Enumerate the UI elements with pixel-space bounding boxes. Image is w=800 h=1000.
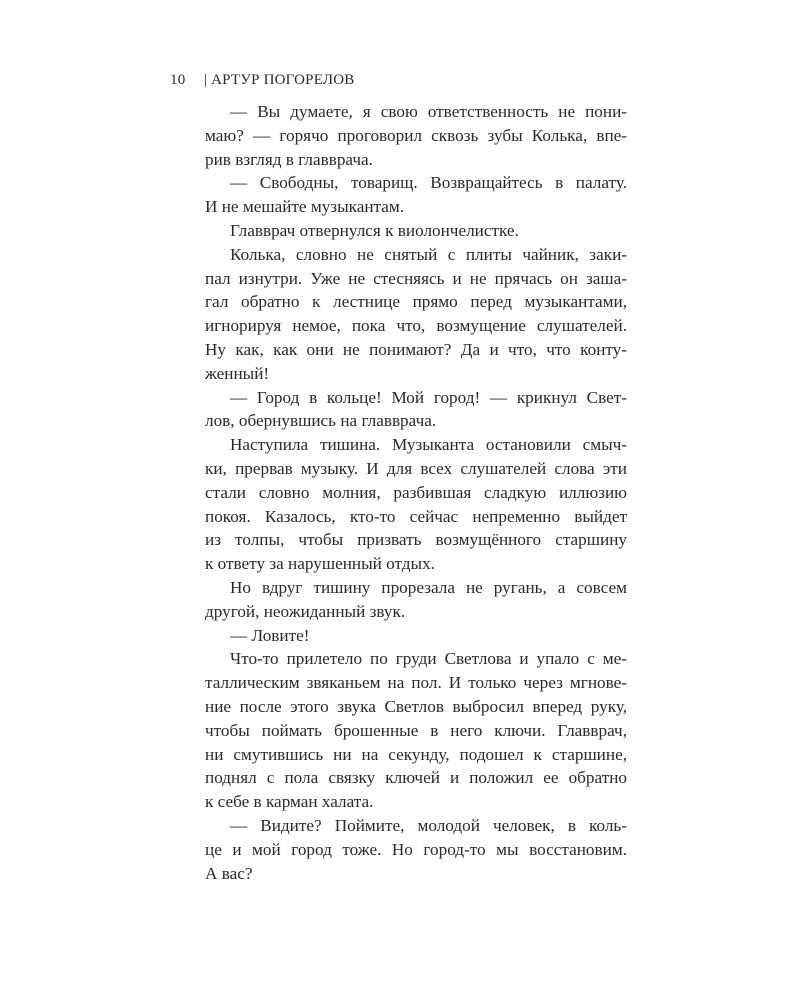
running-header [170,72,355,89]
text-line: — Видите? Поймите, молодой человек, в коль- [230,815,627,835]
page-number: 10 [170,72,186,88]
body-text [205,100,627,885]
text-line: рив взгляд в главврача. [205,149,373,169]
text-line: И не мешайте музыкантам. [205,197,405,217]
text-line: ние после этого звука Светлов выбросил вперед руку, [205,696,627,716]
text-line: ни смутившись ни на секунду, подошел к старшине, [205,744,627,764]
text-line: стали словно молния, разбившая сладкую иллюзию [205,482,627,502]
text-line: маю? — горячо проговорил сквозь зубы Колька, впе- [205,125,627,145]
text-line: другой, неожиданный звук. [205,601,406,621]
text-line: — Город в кольце! Мой город! — крикнул Свет- [230,387,627,407]
text-line: — Свободны, товарищ. Возвращайтесь в палату. [230,173,627,193]
text-line: из толпы, чтобы призвать возмущённого старшину [205,530,627,550]
text-line: Колька, словно не снятый с плиты чайник, заки- [230,244,627,264]
running-title: | АРТУР ПОГОРЕЛОВ [204,72,355,88]
text-line: к ответу за нарушенный отдых. [205,554,435,574]
text-line: женный! [205,363,270,383]
text-line: Наступила тишина. Музыканта остановили смыч- [230,435,627,455]
text-line: гал обратно к лестнице прямо перед музыкантами, [205,292,627,312]
text-line: ки, прервав музыку. И для всех слушателей слова эти [205,458,627,478]
text-line: пал изнутри. Уже не стесняясь и не прячась он заша- [205,268,627,288]
text-line: Но вдруг тишину прорезала не ругань, а совсем [230,577,627,597]
text-line: поднял с пола связку ключей и положил ее обратно [205,768,627,788]
text-line: Ну как, как они не понимают? Да и что, что конту- [205,339,627,359]
text-line: игнорируя немое, пока что, возмущение слушателей. [205,316,627,336]
text-line: таллическим звяканьем на пол. И только через мгнове- [205,673,627,693]
text-line: це и мой город тоже. Но город-то мы восстановим. [205,839,627,859]
text-line: — Вы думаете, я свою ответственность не пони- [230,102,627,121]
text-line: — Ловите! [230,625,310,645]
text-line: А вас? [205,863,253,883]
text-line: чтобы поймать брошенные в него ключи. Главврач, [205,720,627,740]
text-line: Что-то прилетело по груди Светлова и упало с ме- [230,649,627,669]
text-line: лов, обернувшись на главврача. [205,411,437,431]
text-line: к себе в карман халата. [205,792,374,812]
text-line: покоя. Казалось, кто-то сейчас непременно выйдет [205,506,627,526]
text-line: Главврач отвернулся к виолончелистке. [230,220,519,240]
